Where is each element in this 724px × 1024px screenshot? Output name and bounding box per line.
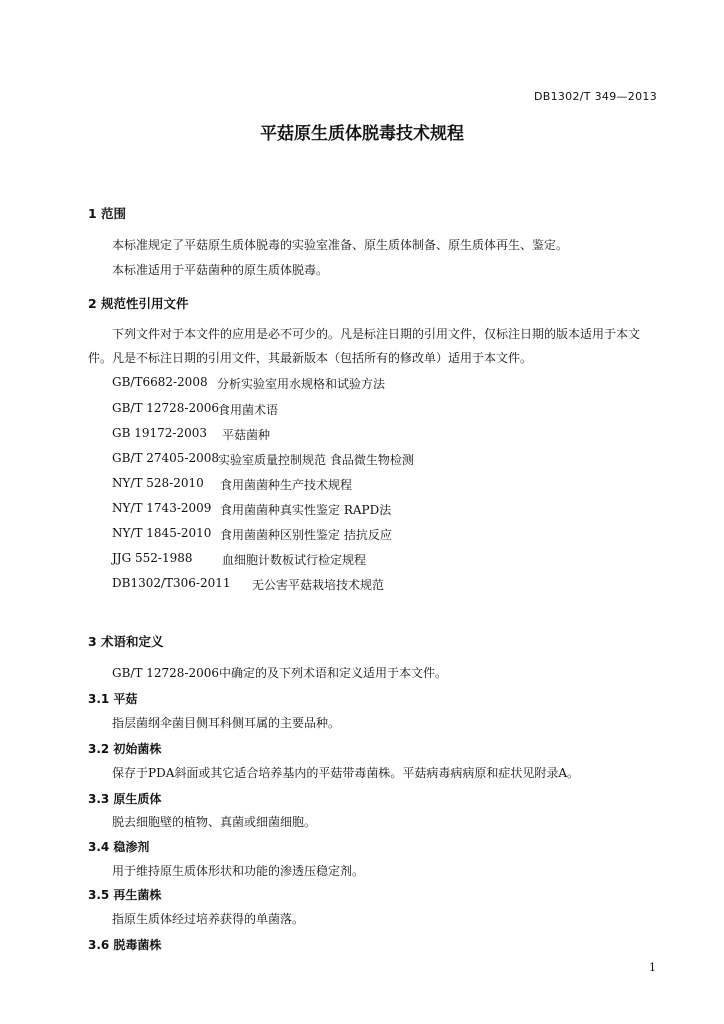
reference-code: JJG 552-1988: [112, 551, 193, 565]
term-definition: 保存于PDA斜面或其它适合培养基内的平菇带毒菌株。平菇病毒病病原和症状见附录A。: [112, 766, 580, 780]
reference-code: NY/T 1743-2009: [112, 501, 212, 515]
reference-title: 食用菌菌种真实性鉴定 RAPD法: [220, 503, 392, 517]
term-heading: 3.2 初始菌株: [88, 742, 162, 756]
reference-title: 食用菌菌种生产技术规程: [220, 478, 353, 492]
term-heading: 3.1 平菇: [88, 692, 138, 706]
reference-title: 分析实验室用水规格和试验方法: [217, 377, 386, 391]
reference-title: 食用菌术语: [218, 403, 279, 417]
term-heading: 3.6 脱毒菌株: [88, 938, 162, 952]
reference-code: DB1302/T306-2011: [112, 576, 231, 590]
terms-intro: GB/T 12728-2006中确定的及下列术语和定义适用于本文件。: [112, 666, 448, 680]
reference-code: NY/T 528-2010: [112, 476, 204, 490]
reference-code: GB/T6682-2008: [112, 375, 208, 389]
section-heading-terms: 3 术语和定义: [88, 634, 164, 649]
reference-title: 无公害平菇栽培技术规范: [252, 578, 385, 592]
reference-code: GB/T 27405-2008: [112, 451, 220, 465]
document-title: 平菇原生质体脱毒技术规程: [260, 124, 464, 144]
scope-paragraph-2: 本标准适用于平菇菌种的原生质体脱毒。: [112, 263, 329, 277]
reference-title: 平菇菌种: [222, 428, 271, 442]
normative-refs-intro: 下列文件对于本文件的应用是必不可少的。凡是标注日期的引用文件，仅标注日期的版本适用于本文件。凡是不标注日期的引用文件，其最新版本（包括所有的修改单）适用于本文件。: [88, 327, 641, 365]
reference-code: GB/T 12728-2006: [112, 401, 220, 415]
term-heading: 3.5 再生菌株: [88, 888, 162, 902]
standard-code: DB1302/T 349—2013: [533, 90, 657, 103]
reference-title: 实验室质量控制规范 食品微生物检测: [218, 453, 414, 467]
term-definition: 脱去细胞壁的植物、真菌或细菌细胞。: [112, 815, 317, 829]
reference-title: 血细胞计数板试行检定规程: [222, 553, 367, 567]
reference-title: 食用菌菌种区别性鉴定 拮抗反应: [220, 528, 392, 542]
section-heading-scope: 1 范围: [88, 206, 127, 221]
page-number: 1: [649, 961, 656, 974]
term-definition: 指原生质体经过培养获得的单菌落。: [112, 912, 305, 926]
reference-code: GB 19172-2003: [112, 426, 207, 440]
section-heading-normative-refs: 2 规范性引用文件: [88, 296, 189, 311]
term-heading: 3.4 稳渗剂: [88, 840, 150, 854]
term-heading: 3.3 原生质体: [88, 792, 162, 806]
term-definition: 指层菌纲伞菌目侧耳科侧耳属的主要品种。: [112, 716, 341, 730]
term-definition: 用于维持原生质体形状和功能的渗透压稳定剂。: [112, 864, 365, 878]
scope-paragraph-1: 本标准规定了平菇原生质体脱毒的实验室准备、原生质体制备、原生质体再生、鉴定。: [112, 238, 569, 252]
reference-code: NY/T 1845-2010: [112, 526, 212, 540]
